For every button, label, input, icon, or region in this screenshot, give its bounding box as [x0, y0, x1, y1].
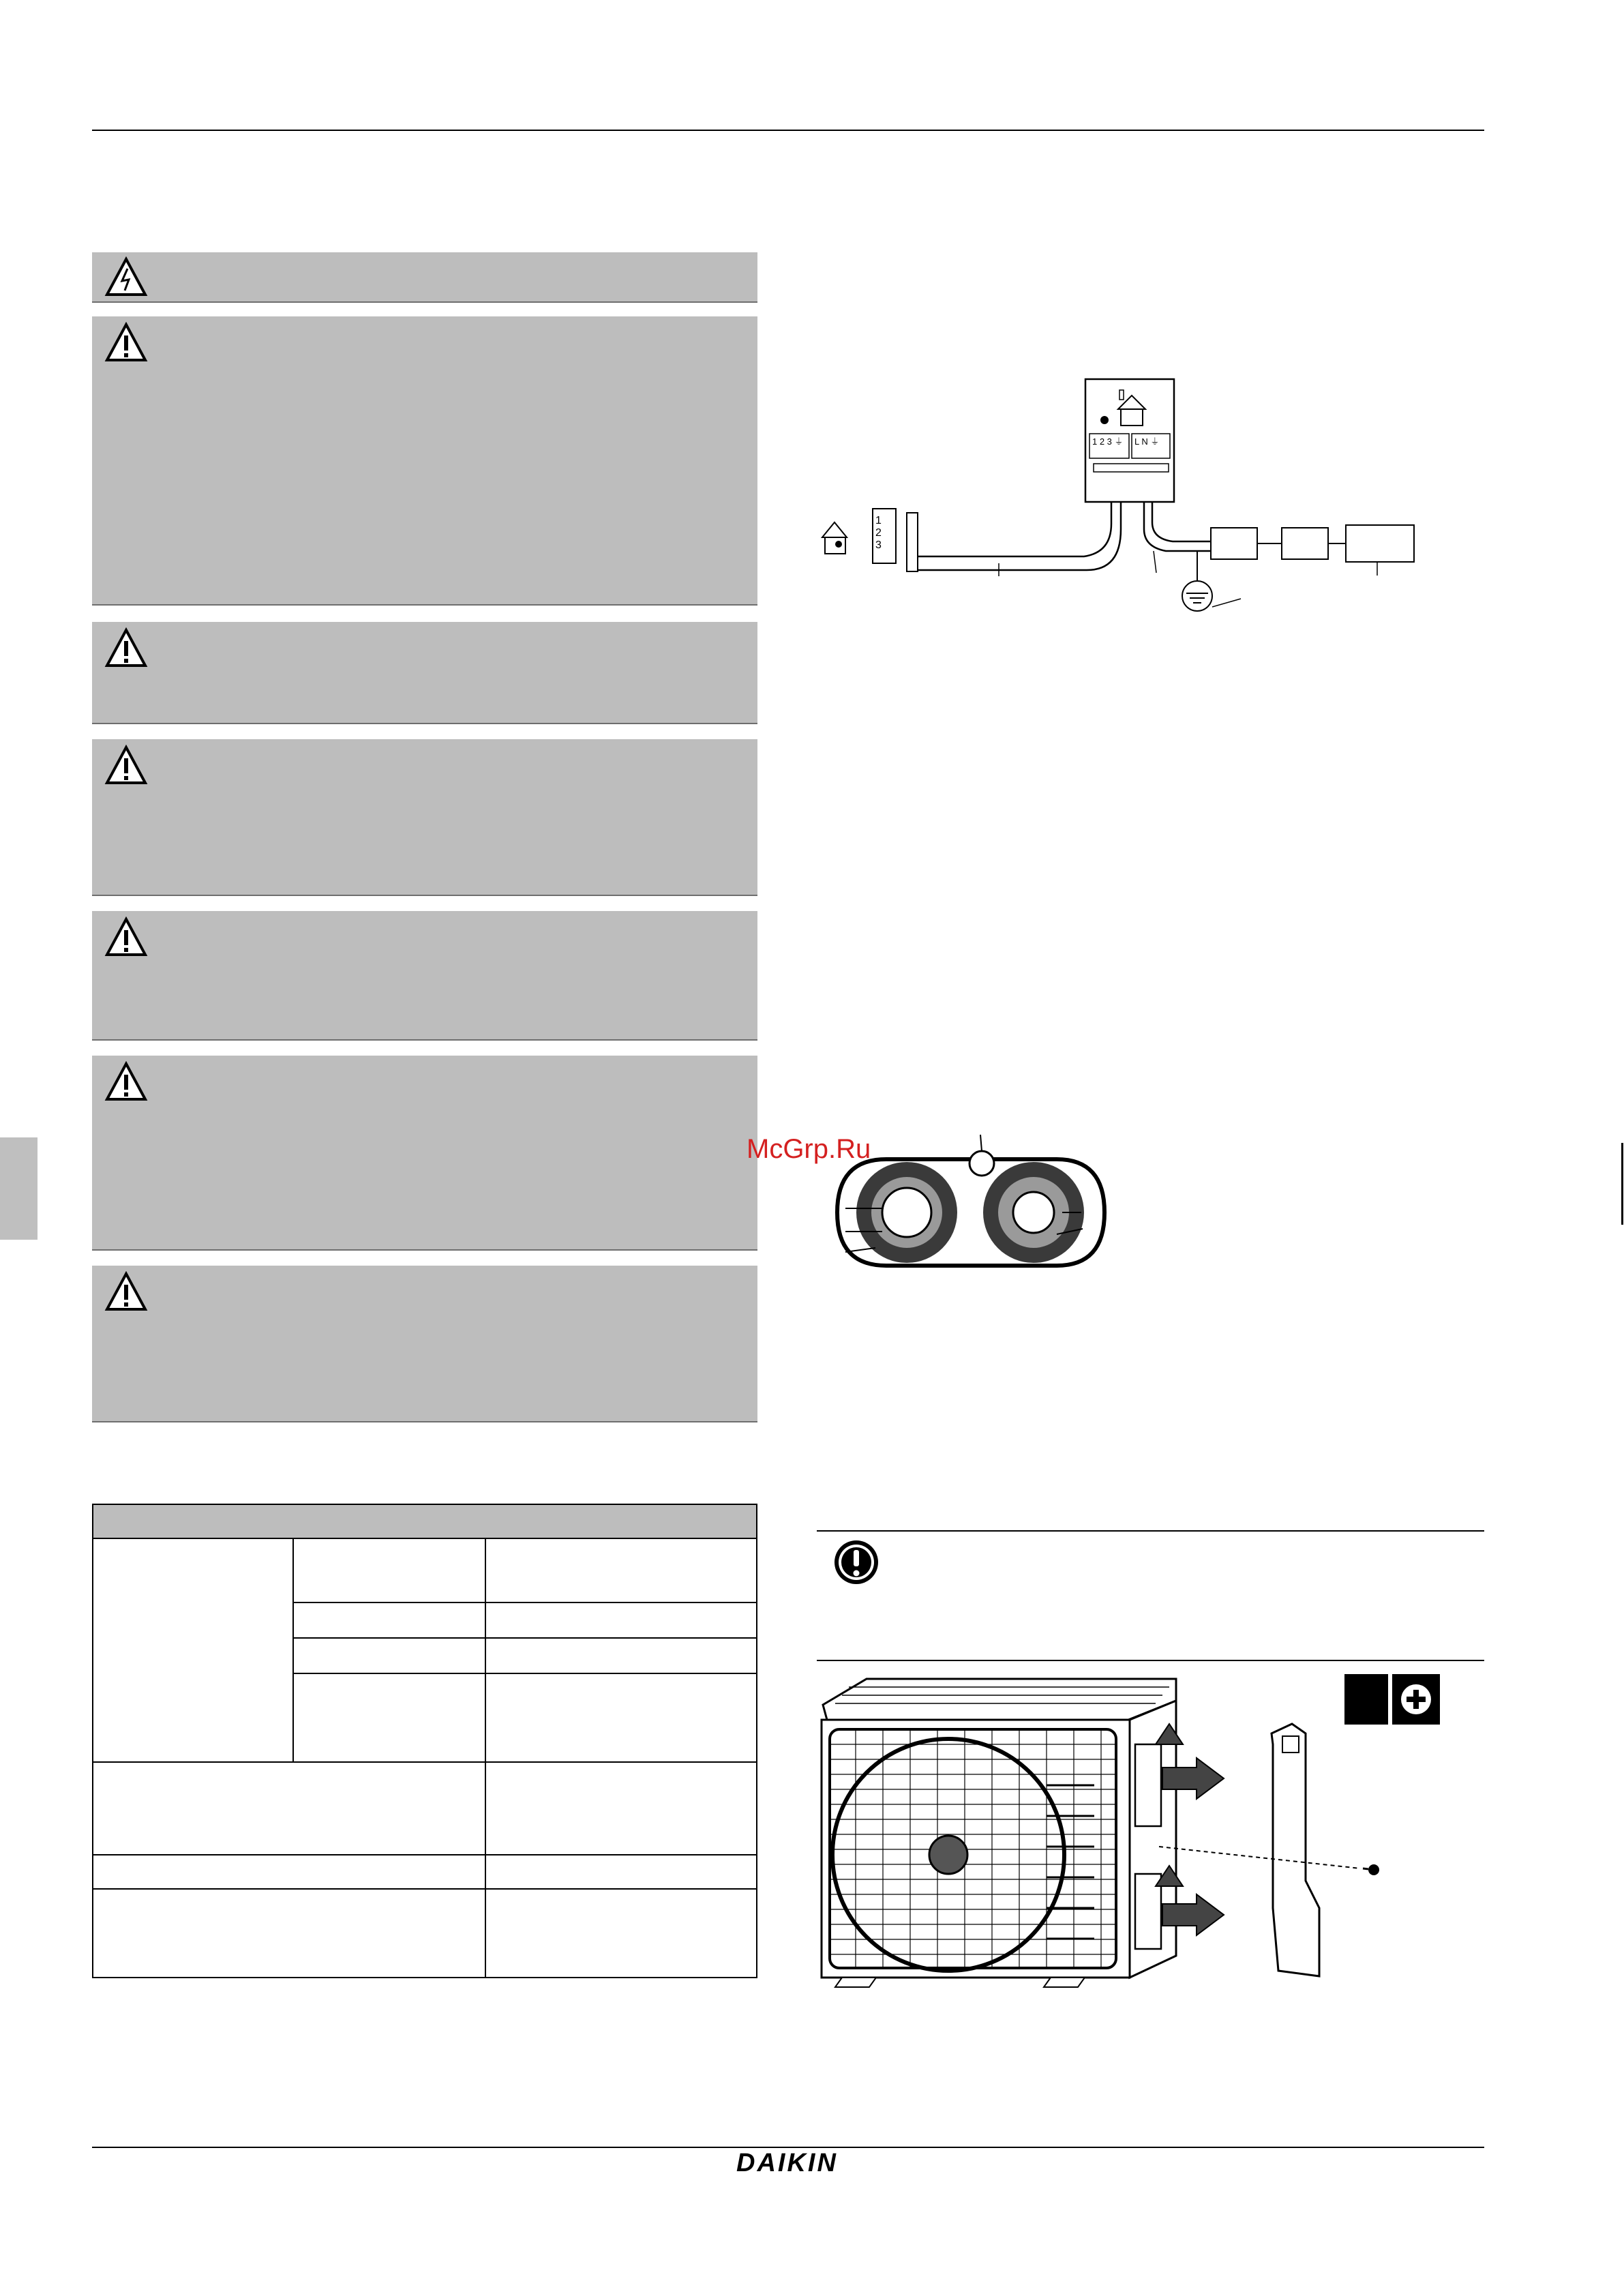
- table-row: [93, 1855, 757, 1889]
- indoor-terminal-3: 3: [875, 539, 882, 551]
- electric-hazard-icon: [104, 256, 148, 297]
- wiring-diagram: [811, 368, 1425, 641]
- house-icon: [822, 522, 847, 554]
- right-margin-mark: [1621, 1143, 1623, 1225]
- table-row: [93, 1889, 757, 1978]
- chapter-side-tab: [0, 1137, 37, 1240]
- warning-box-5: [92, 1056, 757, 1251]
- daikin-logo: DAIKIN: [736, 2149, 838, 2177]
- warning-icon: [104, 1271, 148, 1312]
- table-row: [93, 1762, 757, 1855]
- warning-icon: [104, 1061, 148, 1102]
- important-notice-icon: [832, 1538, 881, 1587]
- warning-icon: [104, 322, 148, 363]
- header-rule: [92, 130, 1484, 131]
- footer-rule: [92, 2147, 1484, 2148]
- notice-rule-bottom: [817, 1660, 1484, 1661]
- notice-rule-top: [817, 1530, 1484, 1532]
- warning-icon: [104, 916, 148, 957]
- watermark-text: McGrp.Ru: [747, 1134, 871, 1164]
- specification-table: [92, 1504, 757, 1978]
- warning-box-2: [92, 622, 757, 724]
- outdoor-terminal-labels: 1 2 3 ⏚: [1092, 436, 1124, 447]
- table-row: [93, 1538, 757, 1602]
- warning-box-3: [92, 739, 757, 896]
- warning-box-1: [92, 316, 757, 606]
- indoor-terminal-1: 1: [875, 515, 882, 526]
- outdoor-power-terminal-labels: L N ⏚: [1134, 436, 1160, 447]
- warning-box-4: [92, 911, 757, 1041]
- warning-box-6: [92, 1266, 757, 1422]
- warning-icon: [104, 745, 148, 786]
- pipe-insulation-diagram: [832, 1132, 1132, 1282]
- ground-icon: [1182, 581, 1212, 611]
- indoor-terminal-2: 2: [875, 527, 882, 539]
- danger-electric-box: [92, 252, 757, 303]
- warning-icon: [104, 627, 148, 668]
- outdoor-unit-illustration: [815, 1676, 1415, 2010]
- screw-icon: [1363, 1864, 1379, 1875]
- table-header-row: [93, 1504, 757, 1538]
